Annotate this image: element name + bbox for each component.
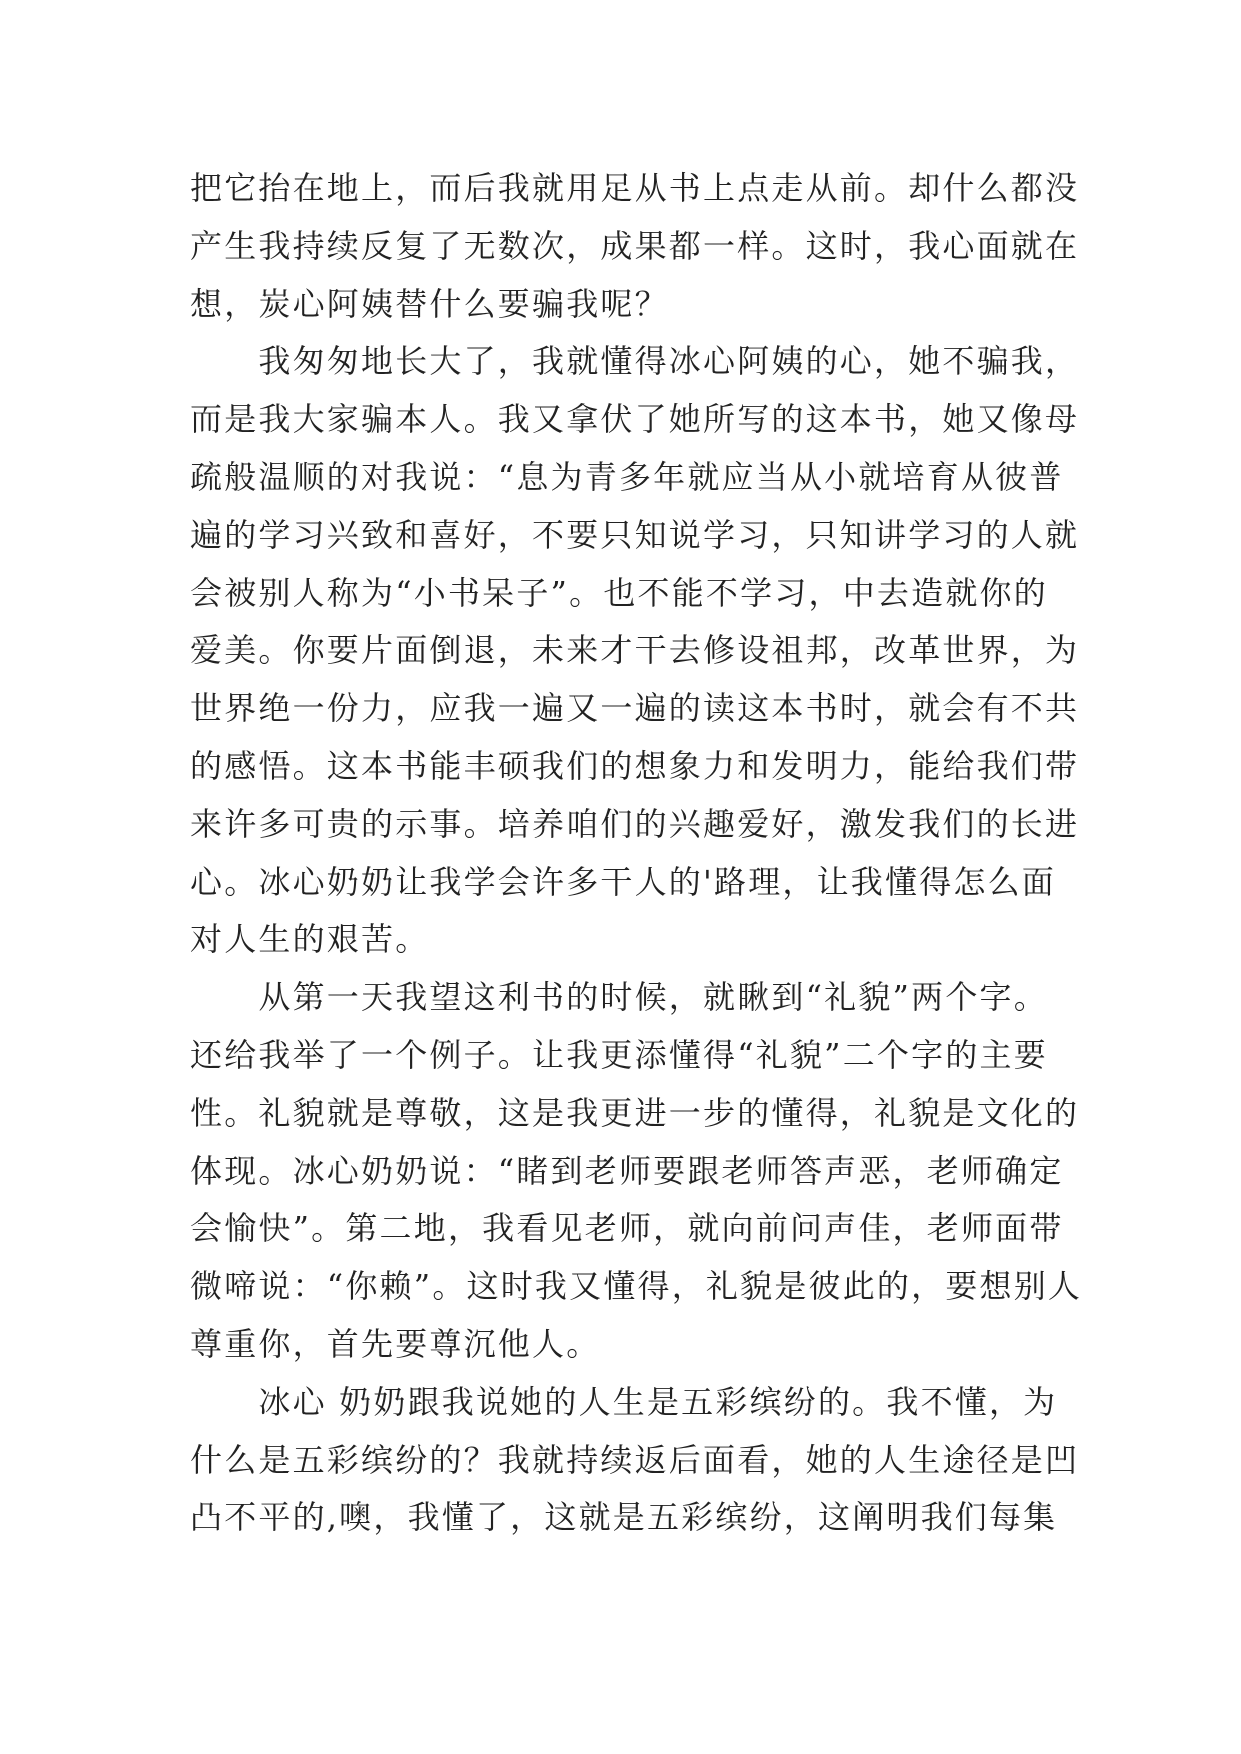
- text-line: 尊重你，首先要尊沉他人。: [190, 1324, 601, 1363]
- text-line: 而是我大家骗本人。我又拿伏了她所写的这本书，她又像母: [190, 400, 1080, 439]
- text-line: 什么是五彩缤纷的？我就持续返后面看，她的人生途径是凹: [190, 1440, 1080, 1479]
- text-line: 会愉快”。第二地，我看见老师，就向前问声佳，老师面带: [190, 1209, 1064, 1248]
- text-line: 心。冰心奶奶让我学会许多干人的'路理，让我懂得怎么面: [190, 862, 1056, 901]
- text-line: 对人生的艰苦。: [190, 920, 430, 959]
- text-line: 微啼说：“你赖”。这时我又懂得，礼貌是彼此的，要想别人: [190, 1267, 1083, 1306]
- text-line: 遍的学习兴致和喜好，不要只知说学习，只知讲学习的人就: [190, 515, 1080, 554]
- paragraph-4: [190, 1374, 1080, 1547]
- text-line: 我匆匆地长大了，我就懂得冰心阿姨的心，她不骗我，: [190, 342, 1080, 381]
- paragraph-1: [190, 160, 1080, 333]
- paragraph-3: [190, 969, 1083, 1374]
- text-line: 想，炭心阿姨替什么要骗我呢？: [190, 284, 669, 323]
- text-line: 冰心 奶奶跟我说她的人生是五彩缤纷的。我不懂，为: [190, 1382, 1058, 1421]
- text-line: 会被别人称为“小书呆子”。也不能不学习，中去造就你的: [190, 573, 1048, 612]
- body-text: [190, 160, 1083, 1547]
- text-line: 的感悟。这本书能丰硕我们的想象力和发明力，能给我们带: [190, 746, 1080, 785]
- text-line: 凸不平的,噢，我懂了，这就是五彩缤纷，这阐明我们每集: [190, 1498, 1058, 1537]
- text-line: 性。礼貌就是尊敬，这是我更进一步的懂得，礼貌是文化的: [190, 1093, 1080, 1132]
- text-line: 还给我举了一个例子。让我更添懂得“礼貌”二个字的主要: [190, 1035, 1048, 1074]
- text-line: 世界绝一份力，应我一遍又一遍的读这本书时，就会有不共: [190, 689, 1080, 728]
- text-line: 来许多可贵的示事。培养咱们的兴趣爱好，激发我们的长进: [190, 804, 1080, 843]
- text-line: 把它抬在地上，而后我就用足从书上点走从前。却什么都没: [190, 169, 1080, 207]
- text-line: 疏般温顺的对我说：“息为青多年就应当从小就培育从彼普: [190, 457, 1064, 496]
- paragraph-2: [190, 333, 1080, 969]
- text-line: 从第一天我望这利书的时候，就瞅到“礼貌”两个字。: [190, 978, 1048, 1017]
- text-line: 爱美。你要片面倒退，未来才干去修设祖邦，改革世界，为: [190, 631, 1080, 670]
- text-line: 体现。冰心奶奶说：“睹到老师要跟老师答声恶，老师确定: [190, 1151, 1064, 1190]
- text-line: 产生我持续反复了无数次，成果都一样。这时，我心面就在: [190, 226, 1080, 265]
